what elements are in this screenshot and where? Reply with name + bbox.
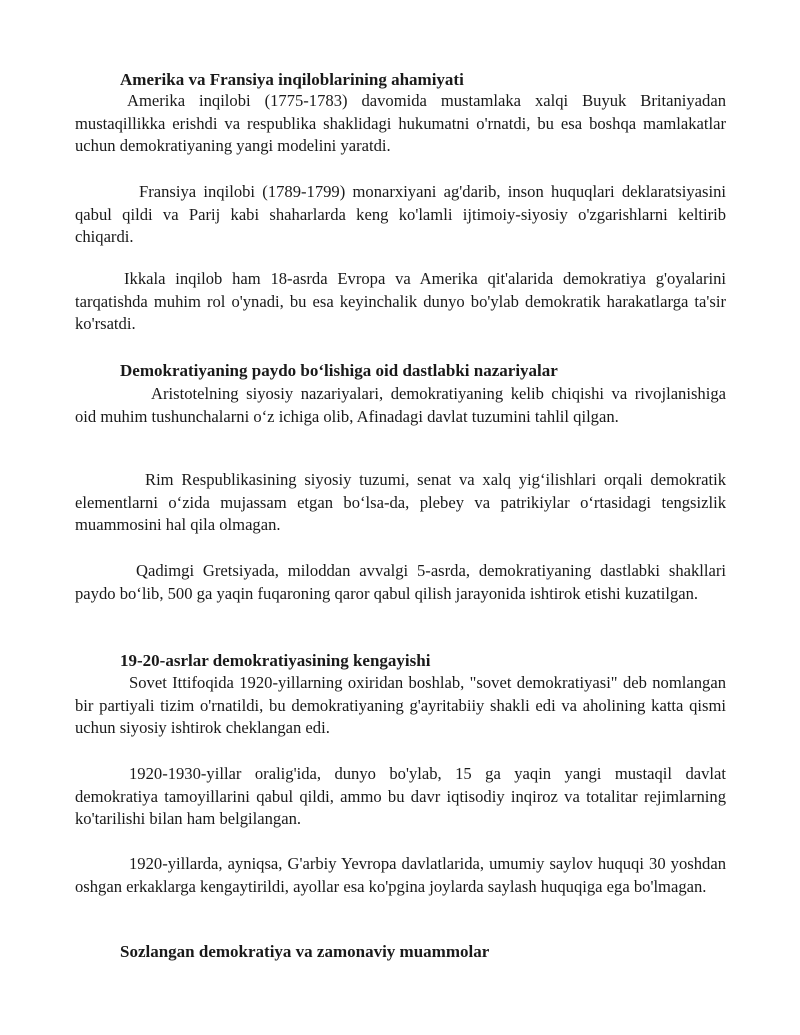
paragraph-soviet-union: Sovet Ittifoqida 1920-yillarning oxiridan boshlab, "sovet demokratiyasi" deb nomlangan bir partiyali tizim o'rnatildi, bu demokratiyaning g'ayritabiiy shakli edi va aholining katta qismi uchun siyosiy ishtirok cheklangan edi. (75, 673, 726, 737)
paragraph-aristotle: Aristotelning siyosiy nazariyalari, demokratiyaning kelib chiqishi va rivojlanishiga oid muhim tushunchalarni o‘z ichiga olib, Afinadagi davlat tuzumini tahlil qilgan. (75, 384, 726, 426)
paragraph-1920-1930: 1920-1930-yillar oralig'ida, dunyo bo'ylab, 15 ga yaqin yangi mustaqil davlat demokratiya tamoyillarini qabul qildi, ammo bu davr iqtisodiy inqiroz va totalitar rejimlarning ko'tarilishi bilan ham belgilangan. (75, 764, 726, 828)
paragraph-american-revolution: Amerika inqilobi (1775-1783) davomida mustamlaka xalqi Buyuk Britaniyadan mustaqillikka erishdi va respublika shaklidagi hukumatni o'rnatdi, bu esa boshqa mamlakatlar uchun demokratiyaning yangi modelini yaratdi. (75, 91, 726, 155)
section-heading-early-theories: Demokratiyaning paydo bo‘lishiga oid dastlabki nazariyalar (120, 361, 558, 380)
paragraph-french-revolution: Fransiya inqilobi (1789-1799) monarxiyani ag'darib, inson huquqlari deklaratsiyasini qabul qildi va Parij kabi shaharlarda keng ko'lamli ijtimoiy-siyosiy o'zgarishlarni keltirib chiqardi. (75, 182, 726, 246)
section-heading-modern-problems: Sozlangan demokratiya va zamonaviy muammolar (120, 942, 490, 961)
paragraph-suffrage: 1920-yillarda, ayniqsa, G'arbiy Yevropa davlatlarida, umumiy saylov huquqi 30 yoshdan oshgan erkaklarga kengaytirildi, ayollar esa ko'pgina joylarda saylash huquqiga ega bo'lmagan. (75, 854, 726, 896)
paragraph-ancient-greece: Qadimgi Gretsiyada, miloddan avvalgi 5-asrda, demokratiyaning dastlabki shakllari paydo bo‘lib, 500 ga yaqin fuqaroning qaror qabul qilish jarayonida ishtirok etishi kuzatilgan. (75, 561, 726, 603)
paragraph-roman-republic: Rim Respublikasining siyosiy tuzumi, senat va xalq yig‘ilishlari orqali demokratik elementlarni o‘zida mujassam etgan bo‘lsa-da, plebey va patrikiylar o‘rtasidagi tengsizlik muammosini hal qila olmagan. (75, 470, 726, 534)
paragraph-both-revolutions: Ikkala inqilob ham 18-asrda Evropa va Amerika qit'alarida demokratiya g'oyalarini tarqatishda muhim rol o'ynadi, bu esa keyinchalik dunyo bo'ylab demokratik harakatlarga ta'sir ko'rsatdi. (75, 269, 726, 333)
section-heading-revolutions: Amerika va Fransiya inqiloblarining ahamiyati (120, 70, 464, 89)
section-heading-expansion: 19-20-asrlar demokratiyasining kengayishi (120, 651, 431, 670)
